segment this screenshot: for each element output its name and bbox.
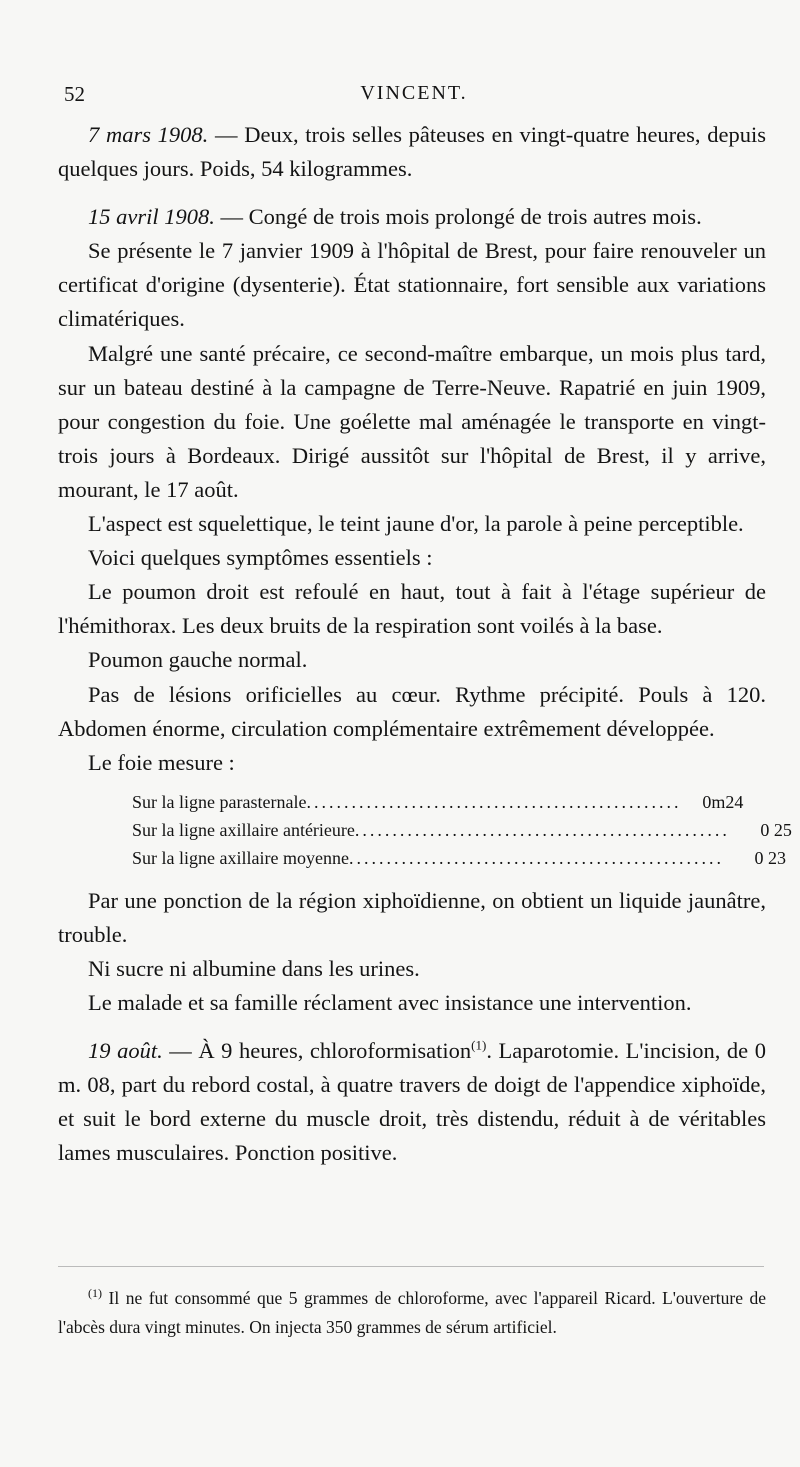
paragraph-august [58,1034,766,1170]
paragraph-text: — À 9 heures, chloroformisation [162,1038,472,1064]
paragraph: Le malade et sa famille réclament avec insistance une intervention. [88,990,692,1016]
measurement-value: 0 23 [754,847,786,868]
paragraph: Se présente le 7 janvier 1909 à l'hôpital de Brest, pour faire renouveler un certificat d'origine (dysenterie). État stationnaire, fort sensible aux variations climatériques. [58,238,766,332]
paragraph-april [58,200,766,234]
measurement-label: Sur la ligne axillaire moyenne [132,847,349,868]
measurement-value: 0 25 [760,819,792,840]
footnote-divider [58,1266,764,1267]
paragraph: Poumon gauche normal. [88,647,308,673]
page-body [58,118,792,1171]
measurement-label: Sur la ligne axillaire antérieure [132,819,355,840]
entry-date: 15 avril 1908. [88,204,215,230]
leader-dots: .................................................. [306,791,682,812]
leader-dots: .................................................. [354,819,730,840]
paragraph: Voici quelques symptômes essentiels : [88,545,433,571]
running-title: VINCENT. [360,82,468,104]
measurement-value: 0m24 [702,791,744,812]
entry-date: 19 août. [88,1038,163,1064]
measurement-label: Sur la ligne parasternale [132,791,307,812]
measurement-row [132,788,744,816]
leader-dots: .................................................. [348,847,724,868]
paragraph: L'aspect est squelettique, le teint jaune d'or, la parole à peine perceptible. [88,511,744,537]
entry-date: 7 mars 1908. [88,122,209,147]
paragraph: Pas de lésions orificielles au cœur. Rythme précipité. Pouls à 120. Abdomen énorme, circulation complémentaire extrêmement développée. [58,681,766,741]
page-header [64,82,764,116]
measurement-row [132,844,786,872]
paragraph: Le foie mesure : [88,749,235,775]
paragraph: Malgré une santé précaire, ce second-maître embarque, un mois plus tard, sur un bateau destiné à la campagne de Terre-Neuve. Rapatrié en juin 1909, pour congestion du foie. Une goélette mal aménagée le transporte en vingt-trois jours à Bordeaux. Dirigé aussitôt sur l'hôpital de Brest, il y arrive, mourant, le 17 août. [58,340,766,502]
page-number: 52 [64,82,85,106]
paragraph: Le poumon droit est refoulé en haut, tout à fait à l'étage supérieur de l'hémithorax. Les deux bruits de la respiration sont voilés à la base. [58,579,766,639]
paragraph-text: — Congé de trois mois prolongé de trois autres mois. [214,204,702,230]
footnote [58,1284,766,1342]
liver-measurements [132,788,792,872]
paragraph: Par une ponction de la région xiphoïdienne, on obtient un liquide jaunâtre, trouble. [58,887,766,947]
measurement-row [132,816,792,844]
footnote-reference: (1) [471,1037,487,1053]
paragraph: Ni sucre ni albumine dans les urines. [88,955,420,981]
paragraph-text: . Laparotomie. L'incision, de 0 m. 08, part du rebord costal, à quatre travers de doigt de l'appendice xiphoïde, et suit le bord externe du muscle droit, très distendu, réduit à de véritables lames musculaires. Ponction positive. [58,1038,766,1166]
footnote-text: Il ne fut consommé que 5 grammes de chloroforme, avec l'appareil Ricard. L'ouverture de l'abcès dura vingt minutes. On injecta 350 grammes de sérum artificiel. [58,1288,766,1337]
paragraph-march [58,118,766,186]
paragraph-text: — Deux, trois selles pâteuses en vingt-quatre heures, depuis quelques jours. Poids, 54 kilogrammes. [58,122,766,182]
footnote-mark: (1) [88,1286,102,1301]
